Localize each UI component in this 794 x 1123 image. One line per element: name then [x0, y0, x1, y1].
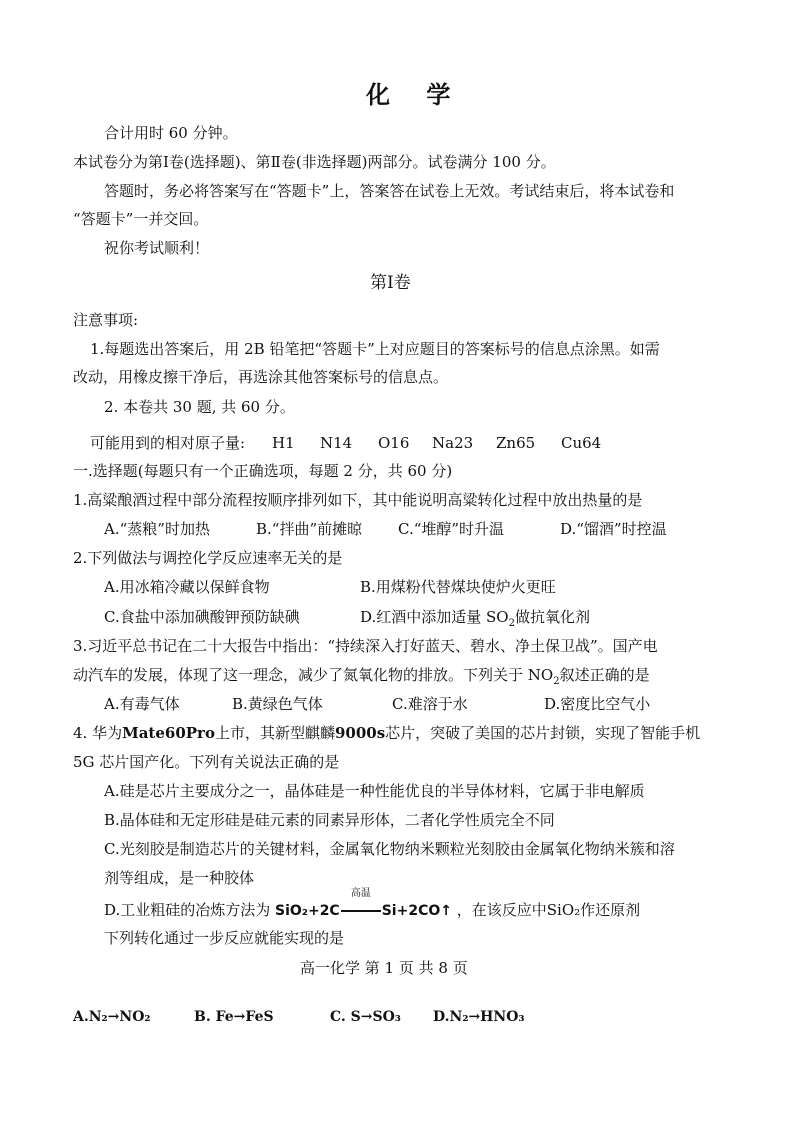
q4-stem-line1 [73, 722, 700, 744]
note-1-line1: 1.每题选出答案后，用 2B 铅笔把“答题卡”上对应题目的答案标号的信息点涂黑。如需 [90, 340, 660, 358]
q4-option-d-suffix: ，在该反应中SiO₂作还原剂 [456, 901, 641, 919]
q4-stem-middle: 上市，其新型麒麟 [214, 724, 335, 742]
q2-option-d [360, 606, 590, 628]
q4-chip-model: 9000s [334, 724, 386, 742]
q2-option-b: B.用煤粉代替煤块使炉火更旺 [360, 578, 556, 596]
q5-option-a: A.N₂→NO₂ [73, 1009, 151, 1025]
q1-option-a: A.“蒸粮”时加热 [104, 520, 210, 538]
q5-stem: 下列转化通过一步反应就能实现的是 [104, 929, 345, 947]
answer-instruction-line2: “答题卡”一并交回。 [73, 210, 209, 228]
q1-stem: 1.高粱酿酒过程中部分流程按顺序排列如下，其中能说明高粱转化过程中放出热量的是 [73, 491, 643, 509]
section-title: 第Ⅰ卷 [370, 273, 411, 293]
q3-stem-line2-text: 动汽车的发展，体现了这一理念，减少了氮氧化物的排放。下列关于 NO [73, 666, 554, 684]
notes-heading: 注意事项: [73, 311, 139, 329]
page-title: 化 学 [366, 80, 465, 109]
atomic-mass-h: H1 [272, 434, 295, 452]
atomic-mass-o: O16 [378, 434, 410, 452]
atomic-mass-label: 可能用到的相对原子量: [90, 434, 246, 452]
q1-option-d: D.“馏酒”时控温 [560, 520, 667, 538]
q2-option-d-text: D.红酒中添加适量 SO [360, 608, 509, 626]
good-luck-note: 祝你考试顺利！ [104, 239, 210, 257]
q4-option-b: B.晶体硅和无定形硅是硅元素的同素异形体，二者化学性质完全不同 [104, 811, 555, 829]
q3-option-d: D.密度比空气小 [544, 695, 651, 713]
q2-option-a: A.用冰箱冷藏以保鲜食物 [104, 578, 270, 596]
q3-stem-subscript: 2 [553, 676, 560, 687]
q3-option-b: B.黄绿色气体 [232, 695, 323, 713]
q1-option-b: B.“拌曲”前摊晾 [256, 520, 363, 538]
q1-option-c: C.“堆醇”时升温 [398, 520, 505, 538]
q4-stem-suffix: 芯片，突破了美国的芯片封锁，实现了智能手机 [385, 724, 701, 742]
q5-option-b: B. Fe→FeS [194, 1009, 274, 1025]
note-2: 2. 本卷共 30 题, 共 60 分。 [104, 398, 295, 416]
q4-option-a: A.硅是芯片主要成分之一，晶体硅是一种性能优良的半导体材料，它属于非电解质 [104, 782, 645, 800]
q3-option-a: A.有毒气体 [104, 695, 180, 713]
q4-option-d [104, 888, 641, 922]
q4-stem-prefix: 4. 华为 [73, 724, 123, 742]
q3-option-c: C.难溶于水 [392, 695, 468, 713]
q4-stem-line2: 5G 芯片国产化。下列有关说法正确的是 [73, 753, 340, 771]
atomic-mass-na: Na23 [432, 434, 474, 452]
q3-stem-line2 [73, 664, 650, 686]
q2-option-d-suffix: 做抗氧化剂 [514, 608, 590, 626]
q5-option-c: C. S→SO₃ [330, 1009, 401, 1025]
note-1-line2: 改动，用橡皮擦干净后，再选涂其他答案标号的信息点。 [73, 368, 449, 386]
q3-stem-line1: 3.习近平总书记在二十大报告中指出：“持续深入打好蓝天、碧水、净土保卫战”。国产电 [73, 637, 658, 655]
q4-phone-model: Mate60Pro [122, 724, 215, 742]
q4-equation-reactants: SiO₂+2C [275, 903, 340, 919]
q2-option-c: C.食盐中添加碘酸钾预防缺碘 [104, 608, 300, 626]
q4-equation-products: Si+2CO↑ [381, 903, 452, 919]
part-heading: 一.选择题(每题只有一个正确选项，每题 2 分，共 60 分) [73, 462, 453, 480]
q2-stem: 2.下列做法与调控化学反应速率无关的是 [73, 549, 343, 567]
q4-equation-condition: 高温 [350, 888, 371, 899]
atomic-mass-cu: Cu64 [561, 434, 602, 452]
answer-instruction-line1: 答题时，务必将答案写在“答题卡”上，答案答在试卷上无效。考试结束后，将本试卷和 [104, 182, 675, 200]
q4-option-d-text: D.工业粗硅的冶炼方法为 [104, 901, 271, 919]
q4-equation-arrow [340, 888, 382, 921]
page-footer: 高一化学 第 1 页 共 8 页 [300, 959, 468, 977]
atomic-mass-n: N14 [320, 434, 353, 452]
exam-time-note: 合计用时 60 分钟。 [104, 124, 238, 142]
atomic-mass-zn: Zn65 [496, 434, 536, 452]
reaction-arrow-icon [341, 910, 381, 912]
q3-stem-line2-suffix: 叙述正确的是 [559, 666, 650, 684]
q4-option-c-line2: 剂等组成，是一种胶体 [104, 869, 255, 887]
q5-option-d: D.N₂→HNO₃ [433, 1009, 525, 1025]
exam-structure-note: 本试卷分为第Ⅰ卷(选择题)、第Ⅱ卷(非选择题)两部分。试卷满分 100 分。 [73, 153, 556, 171]
q2-option-d-subscript: 2 [508, 618, 515, 629]
q4-option-c-line1: C.光刻胶是制造芯片的关键材料，金属氧化物纳米颗粒光刻胶由金属氧化物纳米簇和溶 [104, 840, 675, 858]
